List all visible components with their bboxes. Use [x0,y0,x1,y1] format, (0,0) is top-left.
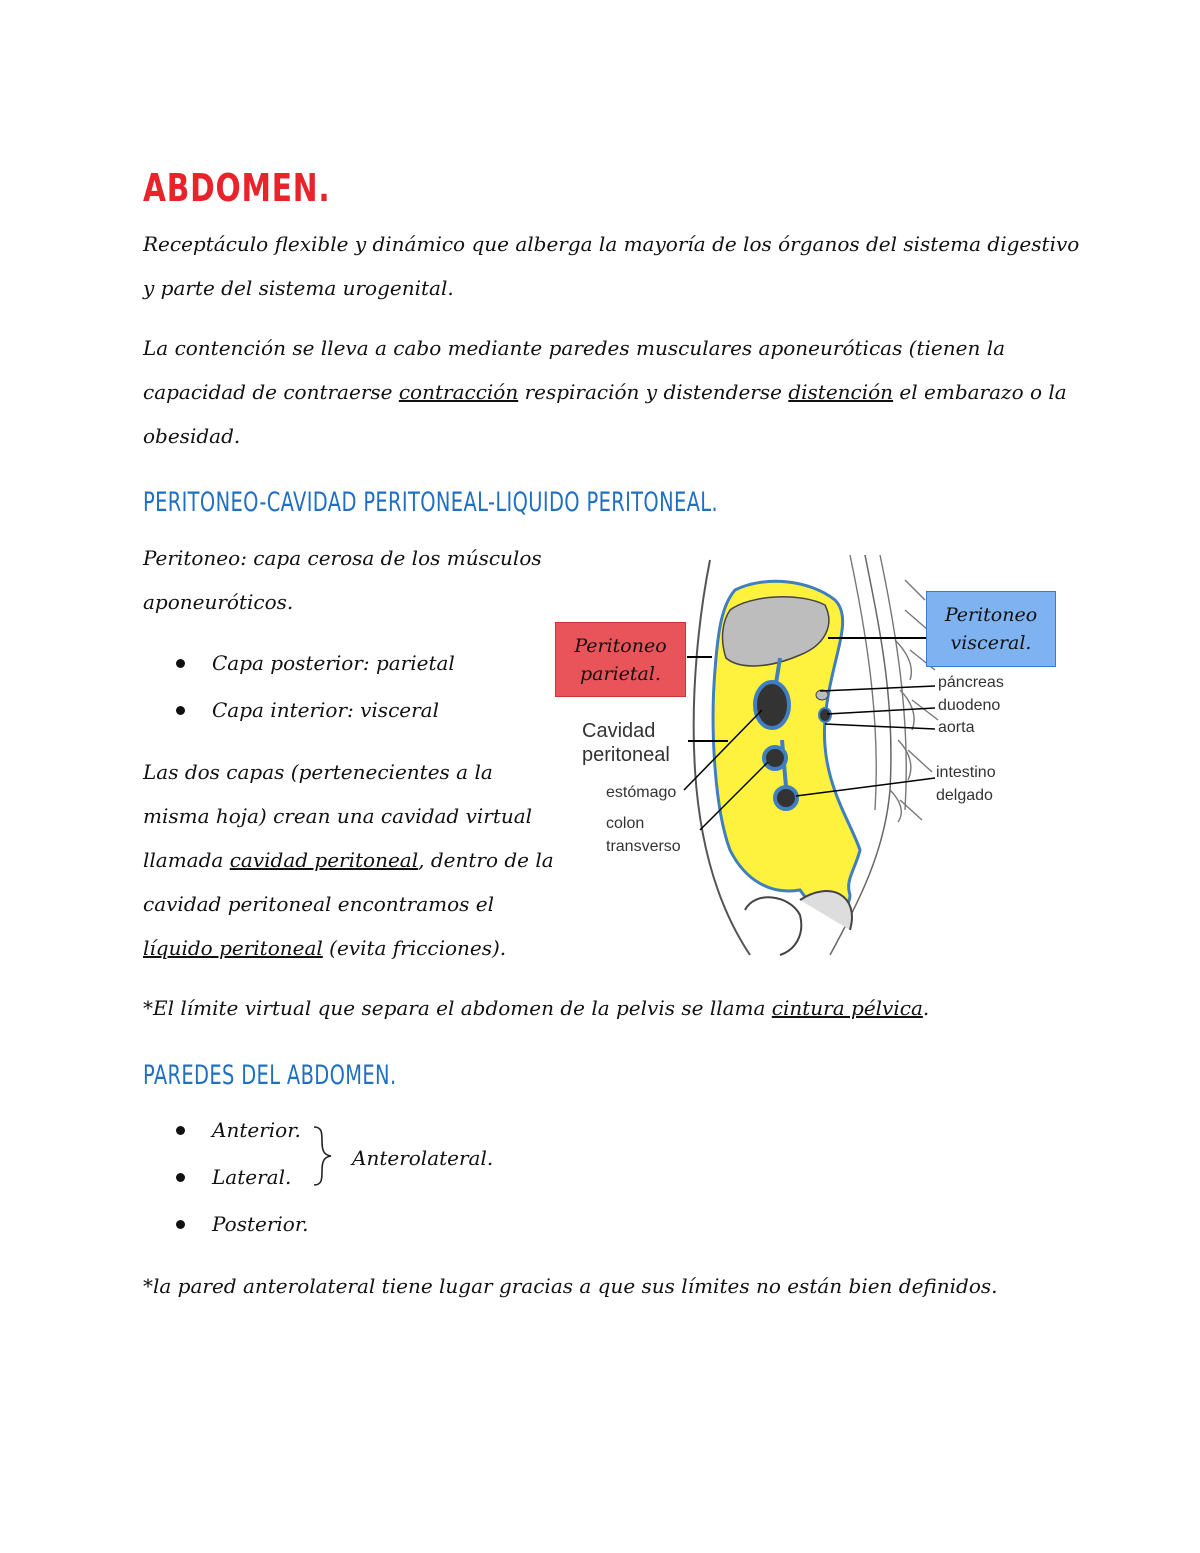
peritoneo-definition [143,536,542,624]
intro-line-2: y parte del sistema urogenital. [143,276,454,300]
section-heading-peritoneo: PERITONEO-CAVIDAD PERITONEAL-LIQUIDO PERITONEAL. [143,487,719,518]
distencion-term: distención [788,380,894,404]
cavity-line-3 [143,838,554,882]
text-span: respiración y distenderse [518,380,789,404]
colon-label-line-1: colon [606,815,645,832]
parietal-box-line-1: Peritoneo [574,635,667,657]
colon-label-line-2: transverso [606,838,681,855]
list-item: Posterior. [176,1201,309,1248]
cavidad-label-line-1: Cavidad [582,720,656,742]
anterolateral-label: Anterolateral. [352,1146,494,1170]
intestino-label-line-2: delgado [936,787,993,804]
liquido-peritoneal-term: líquido peritoneal [143,936,323,960]
estomago-label: estómago [606,784,677,801]
list-item: Capa posterior: parietal [176,640,455,687]
cavidad-peritoneal-term: cavidad peritoneal [229,848,419,872]
stomach-shape [755,682,789,728]
cavity-line-5 [143,926,554,970]
transverse-colon-shape [764,747,786,769]
list-item: Anterior. [176,1107,309,1154]
list-item: Capa interior: visceral [176,687,455,734]
definition-line-1: Peritoneo: capa cerosa de los músculos [143,546,542,570]
section-heading-paredes: PAREDES DEL ABDOMEN. [143,1060,397,1091]
contraccion-term: contracción [398,380,519,404]
text-span: el embarazo o la [893,380,1067,404]
cavity-line-2: misma hoja) crean una cavidad virtual [143,804,533,828]
text-span: , dentro de la [418,848,554,872]
text-span: *El límite virtual que separa el abdomen de la pelvis se llama [143,996,772,1020]
colon-label [606,812,681,858]
containment-line-3: obesidad. [143,424,241,448]
duodeno-label: duodeno [938,697,1001,714]
intestino-label [936,761,996,807]
visceral-box-line-1: Peritoneo [944,604,1038,626]
cintura-pelvica-term: cintura pélvica [771,996,923,1020]
intro-paragraph [143,222,1079,310]
text-span: . [922,996,930,1020]
pancreas-label: páncreas [938,674,1004,691]
containment-line-2 [143,370,1067,414]
page-title: ABDOMEN. [143,166,331,210]
cavidad-label [582,719,670,767]
cavidad-label-line-2: peritoneal [582,744,670,766]
intestino-label-line-1: intestino [936,764,996,781]
abdomen-walls-list [176,1107,309,1248]
peritoneo-layers-list [176,640,455,734]
list-item: Lateral. [176,1154,309,1201]
parietal-peritoneum-box [555,622,686,697]
visceral-box-line-2: visceral. [950,632,1032,654]
cavity-line-4: cavidad peritoneal encontramos el [143,892,494,916]
definition-line-2: aponeuróticos. [143,590,294,614]
aorta-label: aorta [938,719,975,736]
text-span: (evita fricciones). [322,936,507,960]
text-span: capacidad de contraerse [143,380,399,404]
parietal-box-line-2: parietal. [580,663,661,685]
pelvic-girdle-note [143,986,929,1030]
small-intestine-shape [775,787,797,809]
containment-paragraph [143,326,1067,458]
intro-line-1: Receptáculo flexible y dinámico que alberga la mayoría de los órganos del sistema digestivo [143,232,1080,256]
containment-line-1: La contención se lleva a cabo mediante paredes musculares aponeuróticas (tienen la [143,336,1006,360]
visceral-peritoneum-box [926,591,1056,667]
curly-brace-icon [310,1125,334,1187]
cavity-paragraph [143,750,554,970]
cavity-line-1: Las dos capas (pertenecientes a la [143,760,493,784]
text-span: llamada [143,848,230,872]
anterolateral-note: *la pared anterolateral tiene lugar gracias a que sus límites no están bien definidos. [143,1274,998,1298]
